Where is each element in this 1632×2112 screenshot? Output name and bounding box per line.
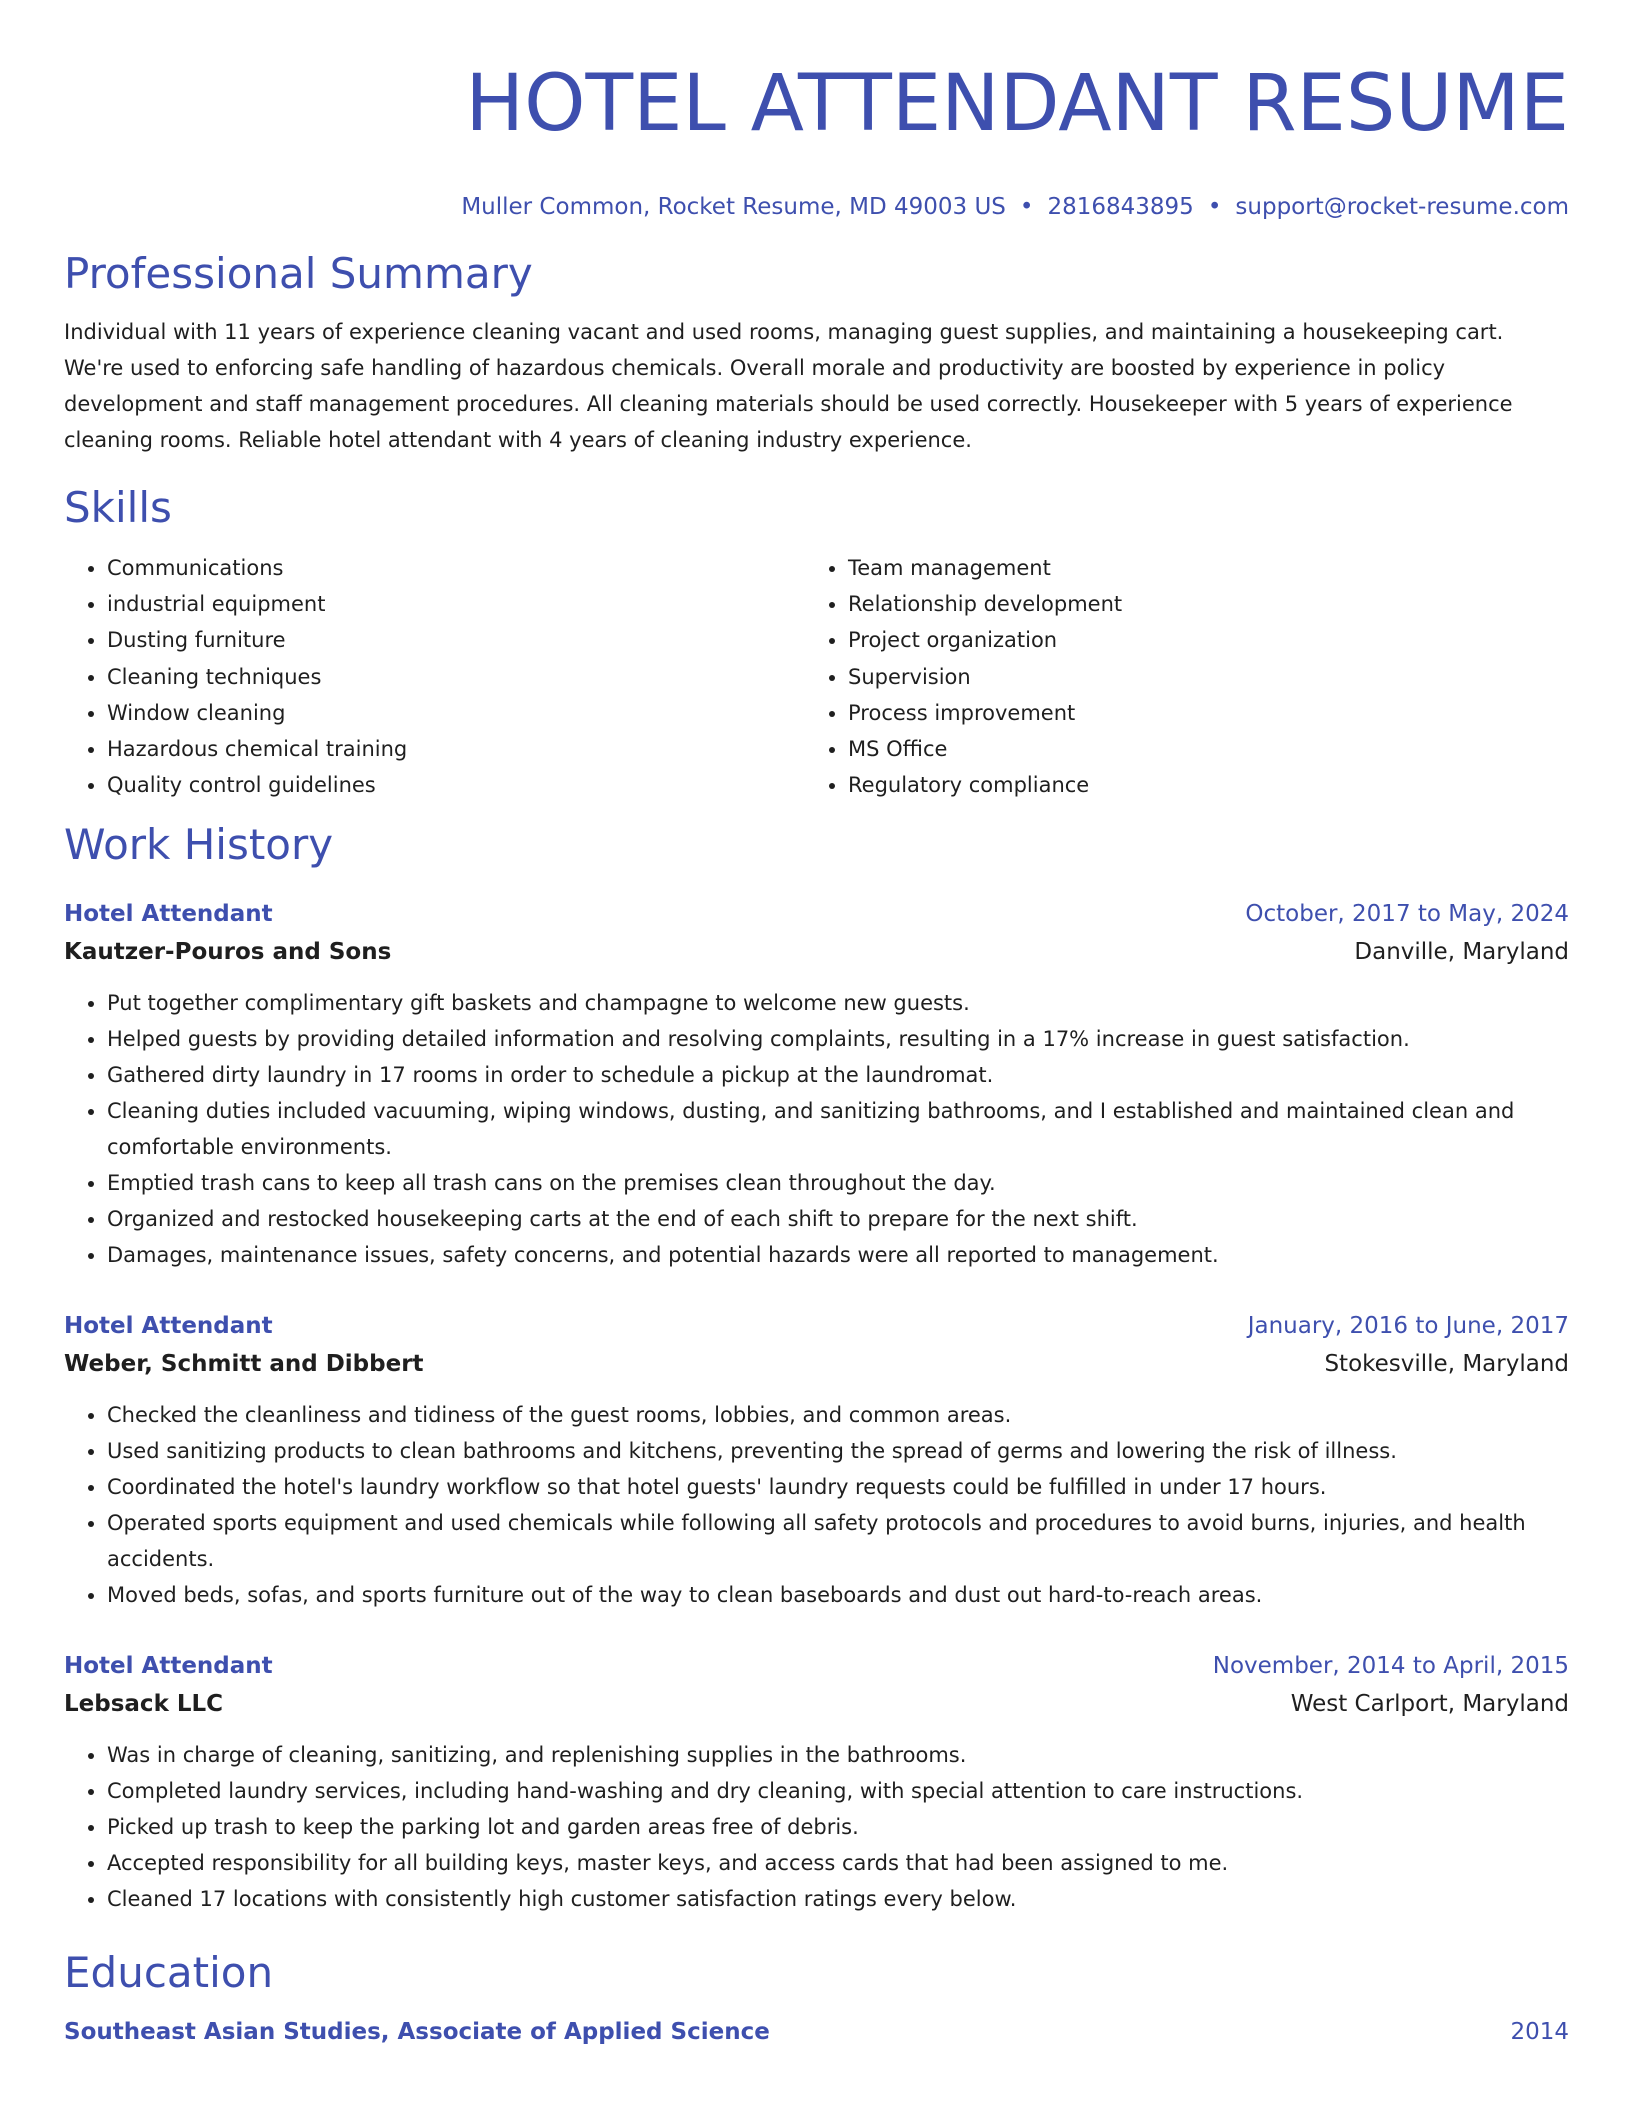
skill-item: • Cleaning techniques [107, 659, 805, 695]
skills-column-right [805, 550, 1122, 803]
job-location: West Carlport, Maryland [1290, 1691, 1569, 1718]
job-bullet: • Used sanitizing products to clean bathrooms and kitchens, preventing the spread of germs and lowering the risk of illness. [107, 1433, 1569, 1469]
job-bullet: • Helped guests by providing detailed information and resolving complaints, resulting in a 17% increase in guest satisfaction. [107, 1021, 1569, 1057]
contact-address: Muller Common, Rocket Resume, MD 49003 US [461, 194, 1006, 220]
job-location: Danville, Maryland [1354, 939, 1569, 966]
job-subheader [64, 1685, 1569, 1723]
job-dates: October, 2017 to May, 2024 [1245, 901, 1569, 928]
company-name: Weber, Schmitt and Dibbert [64, 1351, 424, 1378]
skill-item: • Team management [848, 550, 1122, 586]
job-header [64, 895, 1569, 933]
skill-item: • Project organization [848, 622, 1122, 658]
education-heading: Education [64, 1948, 274, 1998]
job-bullet: • Operated sports equipment and used chemicals while following all safety protocols and procedures to avoid burns, injuries, and health accidents. [107, 1505, 1569, 1577]
job-bullet: • Moved beds, sofas, and sports furniture out of the way to clean baseboards and dust out hard-to-reach areas. [107, 1577, 1569, 1613]
job-bullets [64, 1397, 1569, 1613]
separator-dot: • [1019, 194, 1034, 220]
job-title: Hotel Attendant [64, 1313, 273, 1340]
contact-phone: 2816843895 [1047, 194, 1194, 220]
skill-item: • industrial equipment [107, 586, 805, 622]
job-bullet: • Picked up trash to keep the parking lot and garden areas free of debris. [107, 1809, 1569, 1845]
job-title: Hotel Attendant [64, 901, 273, 928]
job-header [64, 1647, 1569, 1685]
skills-column-left [64, 550, 805, 803]
separator-dot: • [1207, 194, 1222, 220]
job-entry [64, 1647, 1569, 1917]
job-bullet: • Damages, maintenance issues, safety concerns, and potential hazards were all reported to management. [107, 1237, 1569, 1273]
skill-item: • Supervision [848, 659, 1122, 695]
job-subheader [64, 933, 1569, 971]
job-bullet: • Emptied trash cans to keep all trash cans on the premises clean throughout the day. [107, 1165, 1569, 1201]
job-bullet: • Put together complimentary gift baskets and champagne to welcome new guests. [107, 985, 1569, 1021]
company-name: Kautzer-Pouros and Sons [64, 939, 392, 966]
skills-heading: Skills [64, 483, 172, 532]
job-bullet: • Cleaning duties included vacuuming, wiping windows, dusting, and sanitizing bathrooms, and I established and maintained clean and comfortable environments. [107, 1093, 1569, 1165]
job-dates: January, 2016 to June, 2017 [1247, 1313, 1569, 1340]
job-bullet: • Cleaned 17 locations with consistently high customer satisfaction ratings every below. [107, 1881, 1569, 1917]
job-header [64, 1307, 1569, 1345]
skill-item: • Process improvement [848, 695, 1122, 731]
job-bullet: • Organized and restocked housekeeping carts at the end of each shift to prepare for the next shift. [107, 1201, 1569, 1237]
graduation-year: 2014 [1510, 2019, 1569, 2046]
skill-item: • MS Office [848, 731, 1122, 767]
job-subheader [64, 1345, 1569, 1383]
job-location: Stokesville, Maryland [1324, 1351, 1569, 1378]
degree-name: Southeast Asian Studies, Associate of Applied Science [64, 2019, 770, 2046]
job-dates: November, 2014 to April, 2015 [1212, 1653, 1569, 1680]
contact-line [64, 192, 1569, 222]
job-bullets [64, 985, 1569, 1273]
resume-title: HOTEL ATTENDANT RESUME [465, 59, 1569, 149]
job-bullet: • Checked the cleanliness and tidiness of the guest rooms, lobbies, and common areas. [107, 1397, 1569, 1433]
job-title: Hotel Attendant [64, 1653, 273, 1680]
skill-item: • Quality control guidelines [107, 767, 805, 803]
job-bullet: • Completed laundry services, including hand-washing and dry cleaning, with special attention to care instructions. [107, 1773, 1569, 1809]
skill-item: • Window cleaning [107, 695, 805, 731]
skill-item: • Dusting furniture [107, 622, 805, 658]
job-bullets [64, 1737, 1569, 1917]
job-bullet: • Accepted responsibility for all building keys, master keys, and access cards that had been assigned to me. [107, 1845, 1569, 1881]
skills-list [64, 550, 1569, 803]
summary-heading: Professional Summary [64, 249, 533, 298]
skill-item: • Hazardous chemical training [107, 731, 805, 767]
skill-item: • Relationship development [848, 586, 1122, 622]
job-entry [64, 895, 1569, 1273]
company-name: Lebsack LLC [64, 1691, 224, 1718]
summary-text: Individual with 11 years of experience cleaning vacant and used rooms, managing guest supplies, and maintaining a housekeeping cart. We're used to enforcing safe handling of hazardous chemicals. Overall morale and productivity are boosted by experience in policy development and staff management procedures. All cleaning materials should be used correctly. Housekeeper with 5 years of experience cleaning rooms. Reliable hotel attendant with 4 years of cleaning industry experience. [64, 320, 1513, 452]
job-bullet: • Coordinated the hotel's laundry workflow so that hotel guests' laundry requests could be fulfilled in under 17 hours. [107, 1469, 1569, 1505]
contact-email: support@rocket-resume.com [1235, 194, 1569, 220]
job-bullet: • Was in charge of cleaning, sanitizing, and replenishing supplies in the bathrooms. [107, 1737, 1569, 1773]
work-history-heading: Work History [64, 820, 334, 870]
education-entry [64, 2013, 1569, 2051]
skill-item: • Communications [107, 550, 805, 586]
skill-item: • Regulatory compliance [848, 767, 1122, 803]
job-bullet: • Gathered dirty laundry in 17 rooms in order to schedule a pickup at the laundromat. [107, 1057, 1569, 1093]
job-entry [64, 1307, 1569, 1613]
